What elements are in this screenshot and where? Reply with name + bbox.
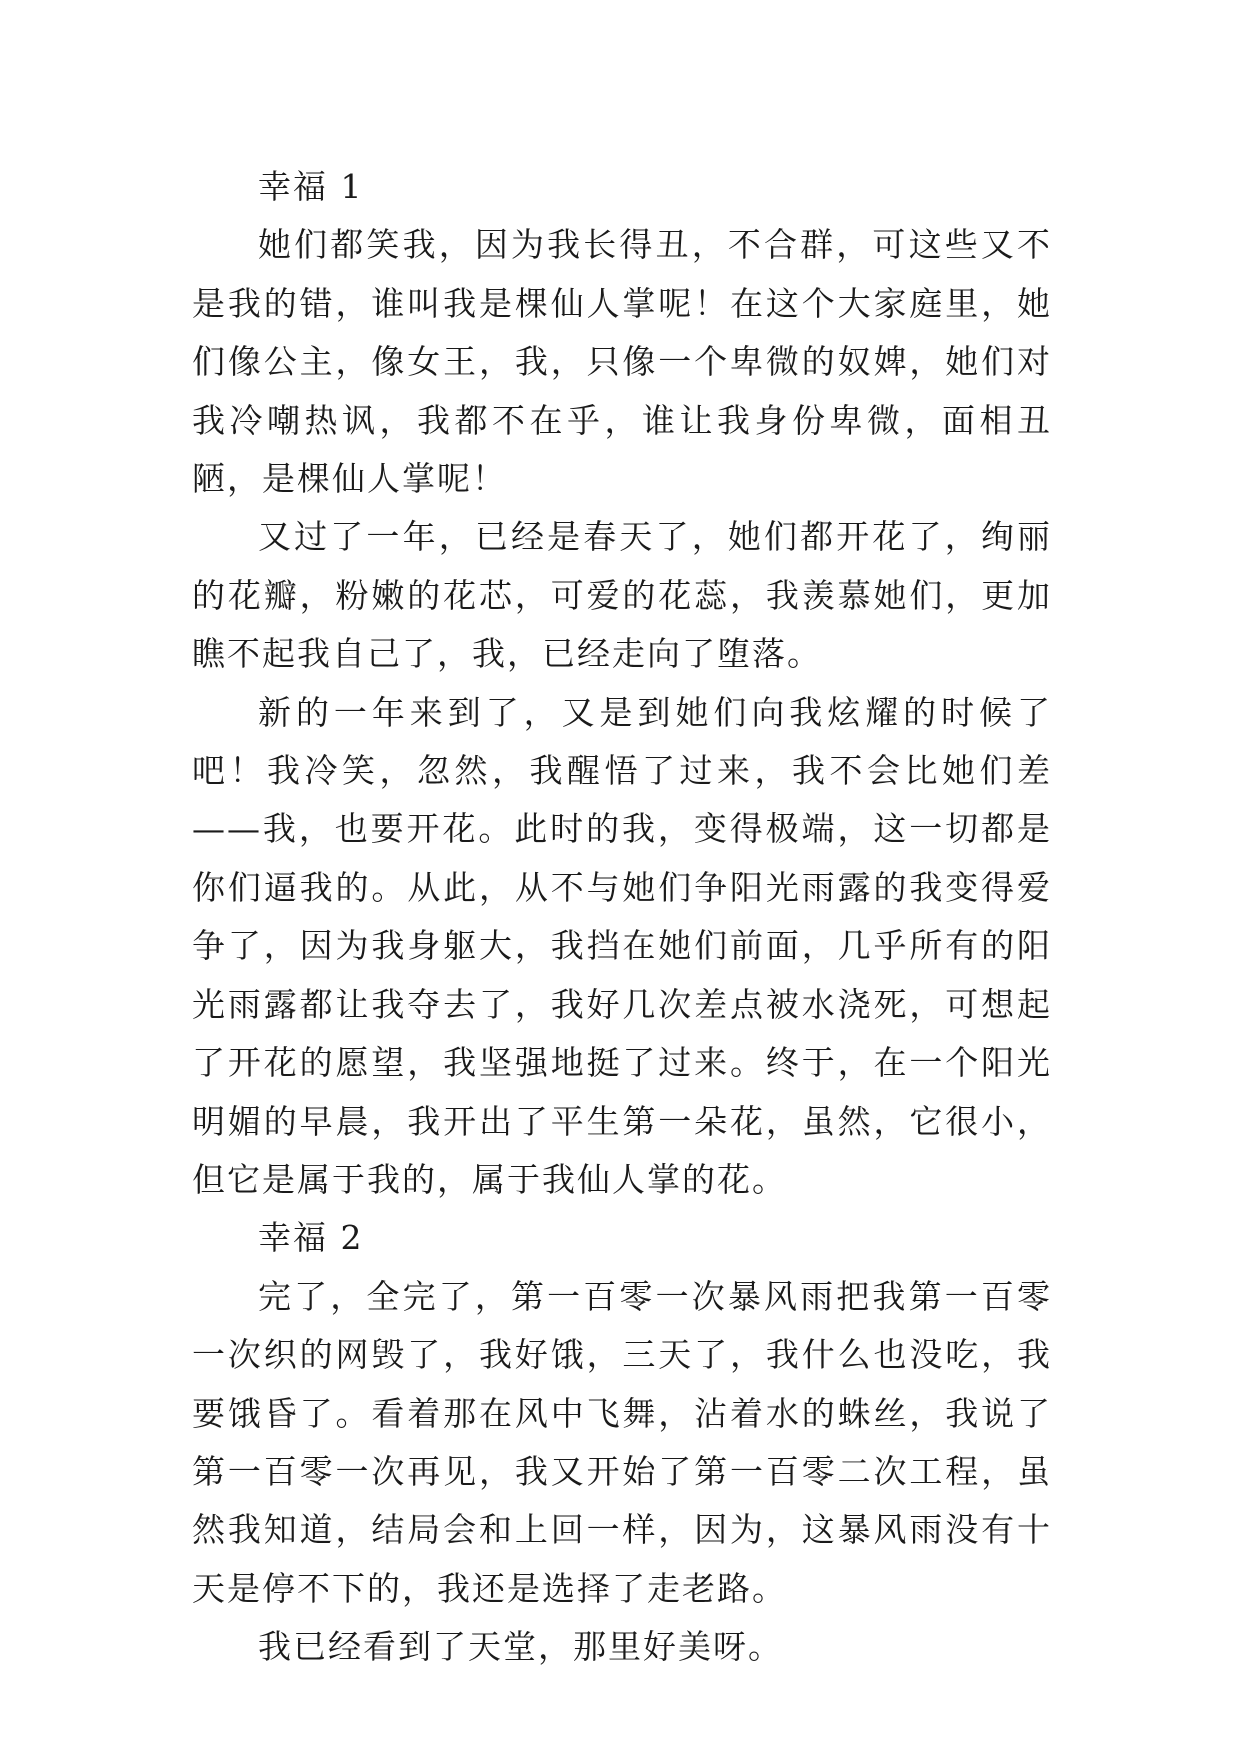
document-body xyxy=(192,158,1052,1677)
section-heading-1: 幸福 1 xyxy=(258,167,364,206)
section-heading-2: 幸福 2 xyxy=(258,1218,364,1258)
paragraph: 完了，全完了，第一百零一次暴风雨把我第一百零一次织的网毁了，我好饿，三天了，我什么也没吃，我要饿昏了。看着那在风中飞舞，沾着水的蛛丝，我说了第一百零一次再见，我又开始了第一百零二次工程，虽然我知道，结局会和上回一样，因为，这暴风雨没有十天是停不下的，我还是选择了走老路。 xyxy=(192,1276,1052,1608)
paragraph: 新的一年来到了，又是到她们向我炫耀的时候了吧！我冷笑，忽然，我醒悟了过来，我不会比她们差——我，也要开花。此时的我，变得极端，这一切都是你们逼我的。从此，从不与她们争阳光雨露的我变得爱争了，因为我身躯大，我挡在她们前面，几乎所有的阳光雨露都让我夺去了，我好几次差点被水浇死，可想起了开花的愿望，我坚强地挺了过来。终于，在一个阳光明媚的早晨，我开出了平生第一朵花，虽然，它很小，但它是属于我的，属于我仙人掌的花。 xyxy=(192,692,1052,1199)
paragraph: 她们都笑我，因为我长得丑，不合群，可这些又不是我的错，谁叫我是棵仙人掌呢！在这个大家庭里，她们像公主，像女王，我，只像一个卑微的奴婢，她们对我冷嘲热讽，我都不在乎，谁让我身份卑微，面相丑陋，是棵仙人掌呢！ xyxy=(192,225,1052,499)
paragraph: 我已经看到了天堂，那里好美呀。 xyxy=(258,1627,783,1667)
paragraph: 又过了一年，已经是春天了，她们都开花了，绚丽的花瓣，粉嫩的花芯，可爱的花蕊，我羡慕她们，更加瞧不起我自己了，我，已经走向了堕落。 xyxy=(192,517,1052,674)
